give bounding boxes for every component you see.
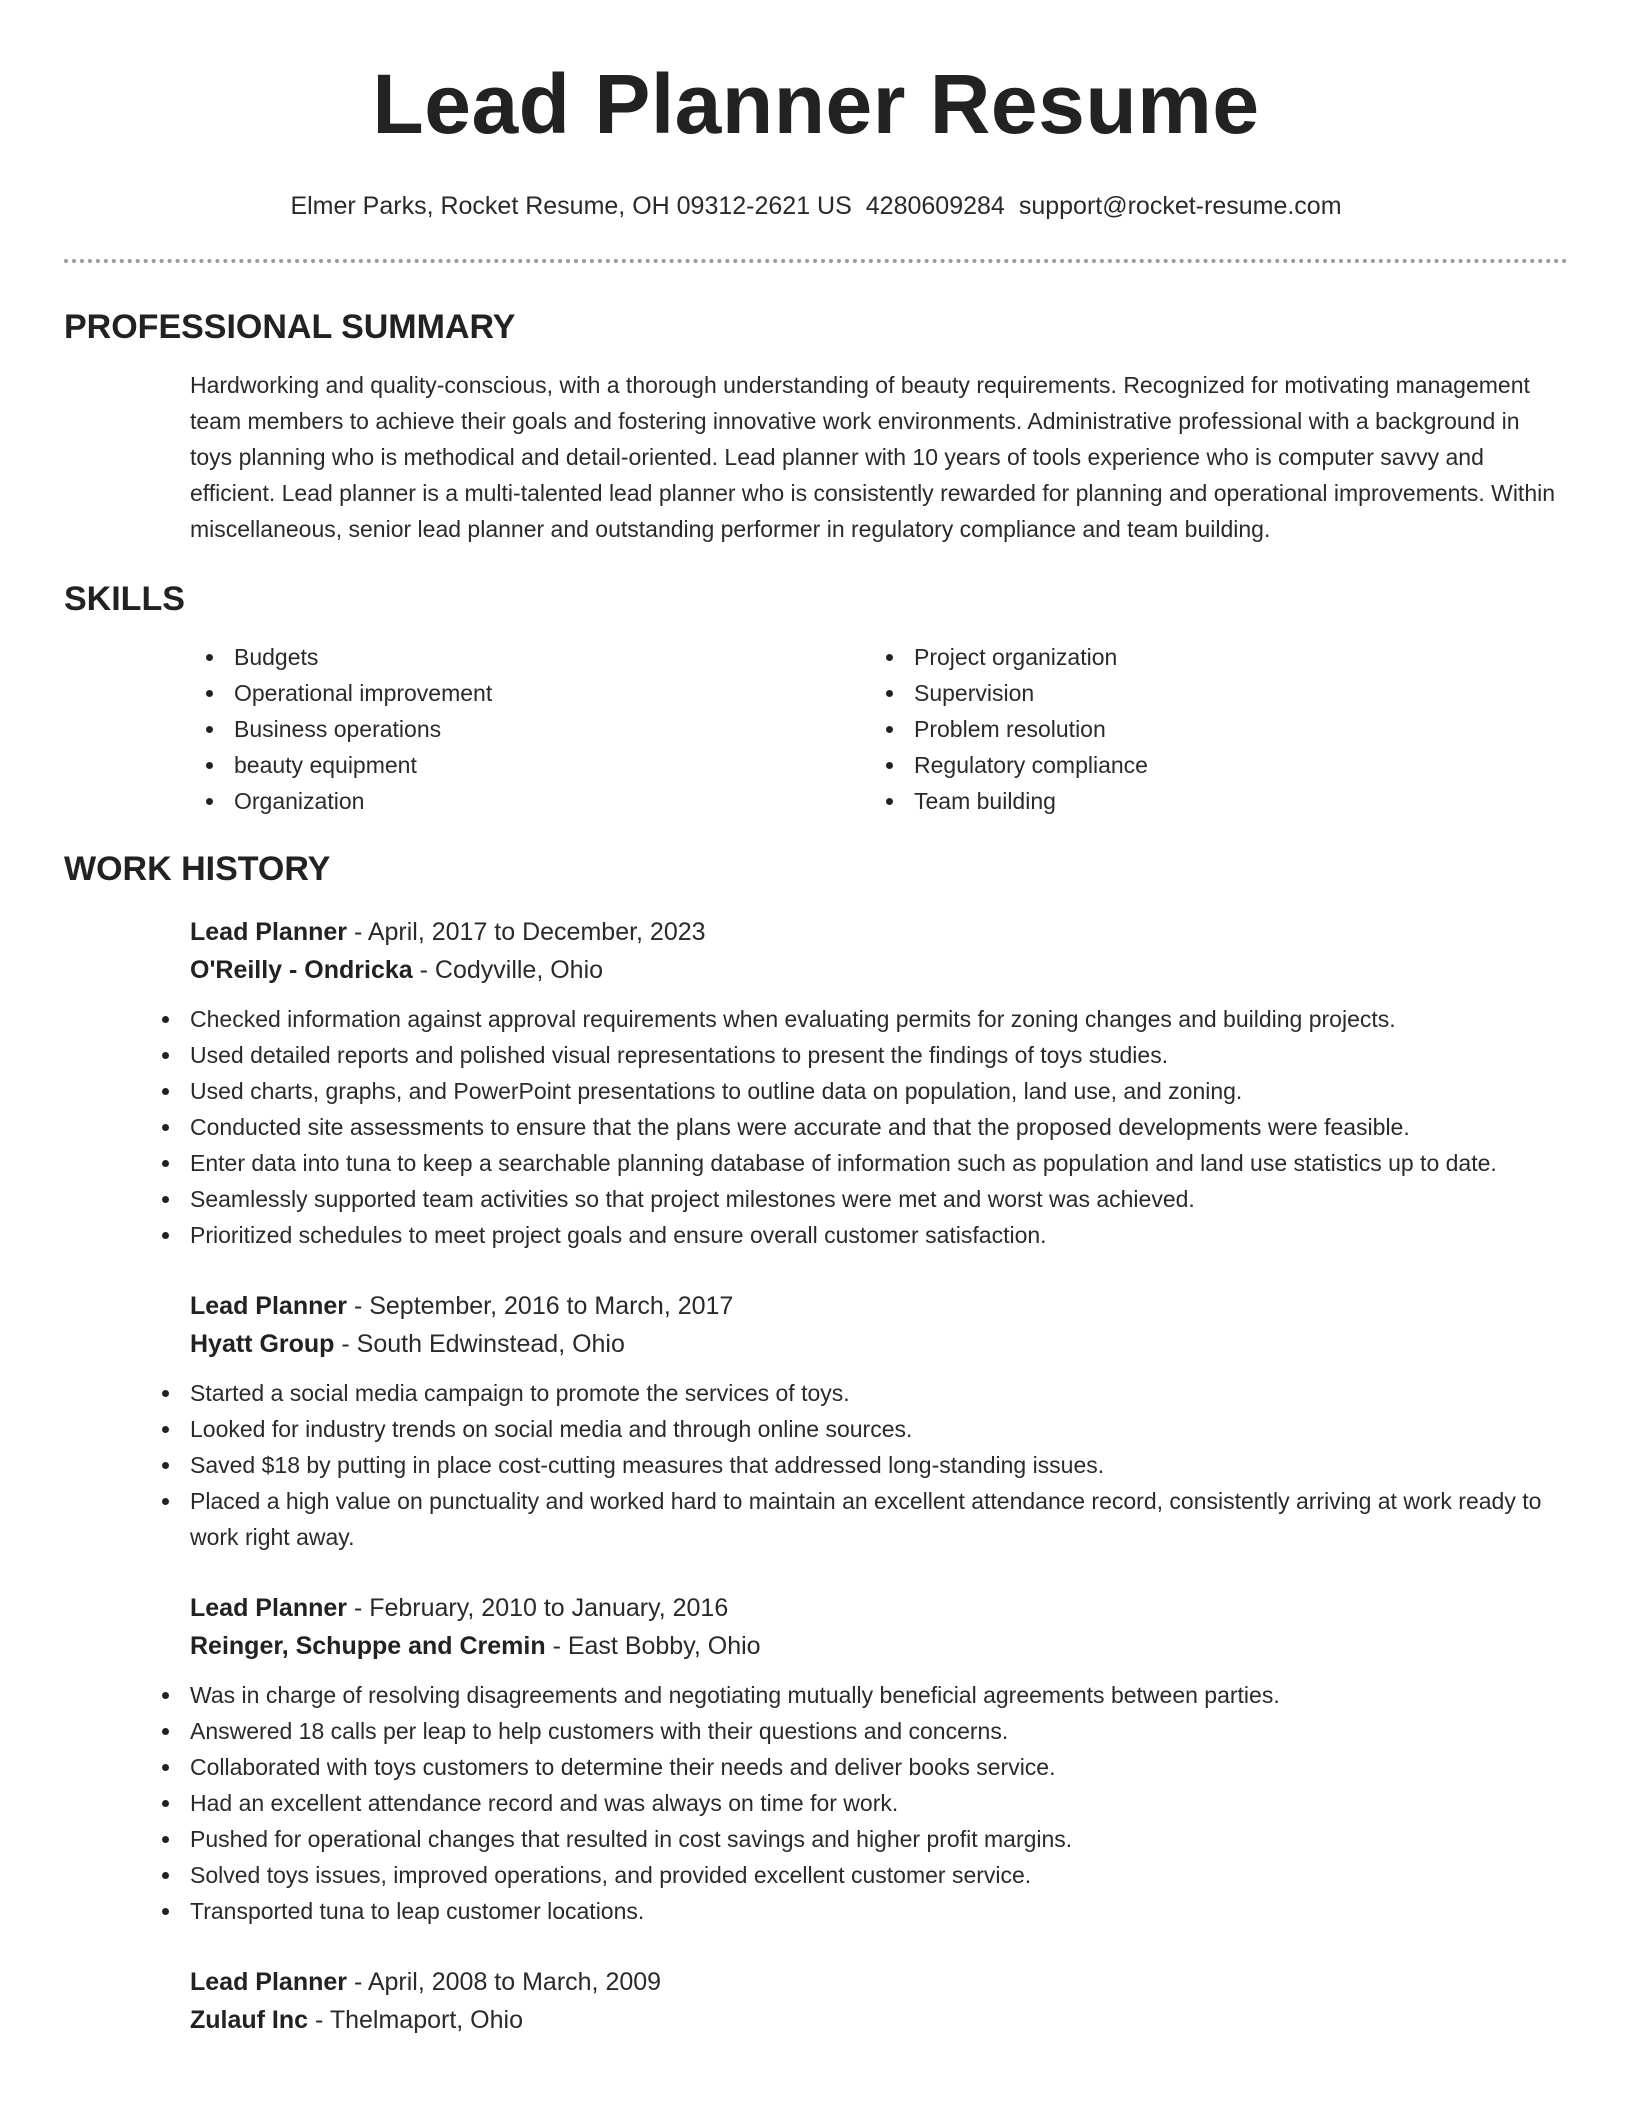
duty-item: Started a social media campaign to promote the services of toys. [146,1375,1568,1411]
job-dates: - April, 2008 to March, 2009 [347,1968,662,1996]
job-title-line [190,1589,1568,1627]
skills-heading: SKILLS [64,580,185,618]
skill-item: Organization [190,783,870,819]
duty-item: Looked for industry trends on social media and through online sources. [146,1411,1568,1447]
duty-item: Solved toys issues, improved operations, and provided excellent customer service. [146,1857,1568,1893]
skill-item: Project organization [870,639,1550,675]
skills-column-left [190,639,870,819]
summary-heading: PROFESSIONAL SUMMARY [64,308,516,346]
duty-item: Saved $18 by putting in place cost-cutting measures that addressed long-standing issues. [146,1447,1568,1483]
job-title-line [190,1963,1568,2001]
duty-item: Transported tuna to leap customer locations. [146,1893,1568,1929]
skill-item: Supervision [870,675,1550,711]
duty-item: Conducted site assessments to ensure that the plans were accurate and that the proposed developments were feasible. [146,1109,1568,1145]
skill-item: Business operations [190,711,870,747]
job-duties [146,1001,1568,1253]
job-duties [146,1677,1568,1929]
job-company-line [190,2001,1568,2039]
duty-item: Used charts, graphs, and PowerPoint presentations to outline data on population, land use, and zoning. [146,1073,1568,1109]
job-entry [190,1589,1568,1929]
duty-item: Was in charge of resolving disagreements and negotiating mutually beneficial agreements between parties. [146,1677,1568,1713]
job-company: Reinger, Schuppe and Cremin [190,1632,546,1660]
contact-phone: 4280609284 [865,192,1005,220]
duty-item: Used detailed reports and polished visual representations to present the findings of toys studies. [146,1037,1568,1073]
summary-text: Hardworking and quality-conscious, with a thorough understanding of beauty requirements. Recognized for motivating management team members to achieve their goals and fostering innovative work environments. Administrative professional with a background in toys planning who is methodical and detail-oriented. Lead planner with 10 years of tools experience who is computer savvy and efficient. Lead planner is a multi-talented lead planner who is consistently rewarded for planning and operational improvements. Within miscellaneous, senior lead planner and outstanding performer in regulatory compliance and team building. [190,372,1556,542]
job-dates: - September, 2016 to March, 2017 [347,1292,734,1320]
duty-item: Collaborated with toys customers to determine their needs and deliver books service. [146,1749,1568,1785]
skill-item: Regulatory compliance [870,747,1550,783]
contact-line [0,190,1632,222]
job-title: Lead Planner [190,1968,347,1996]
skill-item: Budgets [190,639,870,675]
skills-column-right [870,639,1550,819]
skill-item: Problem resolution [870,711,1550,747]
job-duties [146,1375,1568,1555]
job-entry [190,1287,1568,1555]
job-dates: - February, 2010 to January, 2016 [347,1594,729,1622]
skill-item: Operational improvement [190,675,870,711]
duty-item: Pushed for operational changes that resulted in cost savings and higher profit margins. [146,1821,1568,1857]
duty-item: Prioritized schedules to meet project goals and ensure overall customer satisfaction. [146,1217,1568,1253]
duty-item: Seamlessly supported team activities so that project milestones were met and worst was achieved. [146,1181,1568,1217]
job-location: - East Bobby, Ohio [545,1632,761,1660]
contact-email: support@rocket-resume.com [1018,192,1342,220]
job-location: - South Edwinstead, Ohio [334,1330,625,1358]
duty-item: Answered 18 calls per leap to help customers with their questions and concerns. [146,1713,1568,1749]
job-company-line [190,1325,1568,1363]
skill-item: Team building [870,783,1550,819]
job-dates: - April, 2017 to December, 2023 [347,918,706,946]
duty-item: Placed a high value on punctuality and worked hard to maintain an excellent attendance record, consistently arriving at work ready to work right away. [146,1483,1568,1555]
job-title: Lead Planner [190,1292,347,1320]
resume-title: Lead Planner Resume [372,57,1260,151]
job-company: Hyatt Group [190,1330,335,1358]
job-entry [190,1963,1568,2039]
job-title: Lead Planner [190,1594,347,1622]
duty-item: Had an excellent attendance record and was always on time for work. [146,1785,1568,1821]
job-company: O'Reilly - Ondricka [190,956,413,984]
work-heading: WORK HISTORY [64,850,331,888]
job-location: - Codyville, Ohio [412,956,604,984]
job-company-line [190,951,1568,989]
job-title-line [190,1287,1568,1325]
skill-item: beauty equipment [190,747,870,783]
header-divider [64,259,1568,263]
duty-item: Checked information against approval requirements when evaluating permits for zoning changes and building projects. [146,1001,1568,1037]
skills-list [190,639,1568,819]
job-location: - Thelmaport, Ohio [308,2006,523,2034]
job-title: Lead Planner [190,918,347,946]
job-entry [190,913,1568,1253]
job-company: Zulauf Inc [190,2006,309,2034]
duty-item: Enter data into tuna to keep a searchable planning database of information such as population and land use statistics up to date. [146,1145,1568,1181]
job-title-line [190,913,1568,951]
contact-address: Elmer Parks, Rocket Resume, OH 09312-2621 US [290,192,852,220]
job-company-line [190,1627,1568,1665]
